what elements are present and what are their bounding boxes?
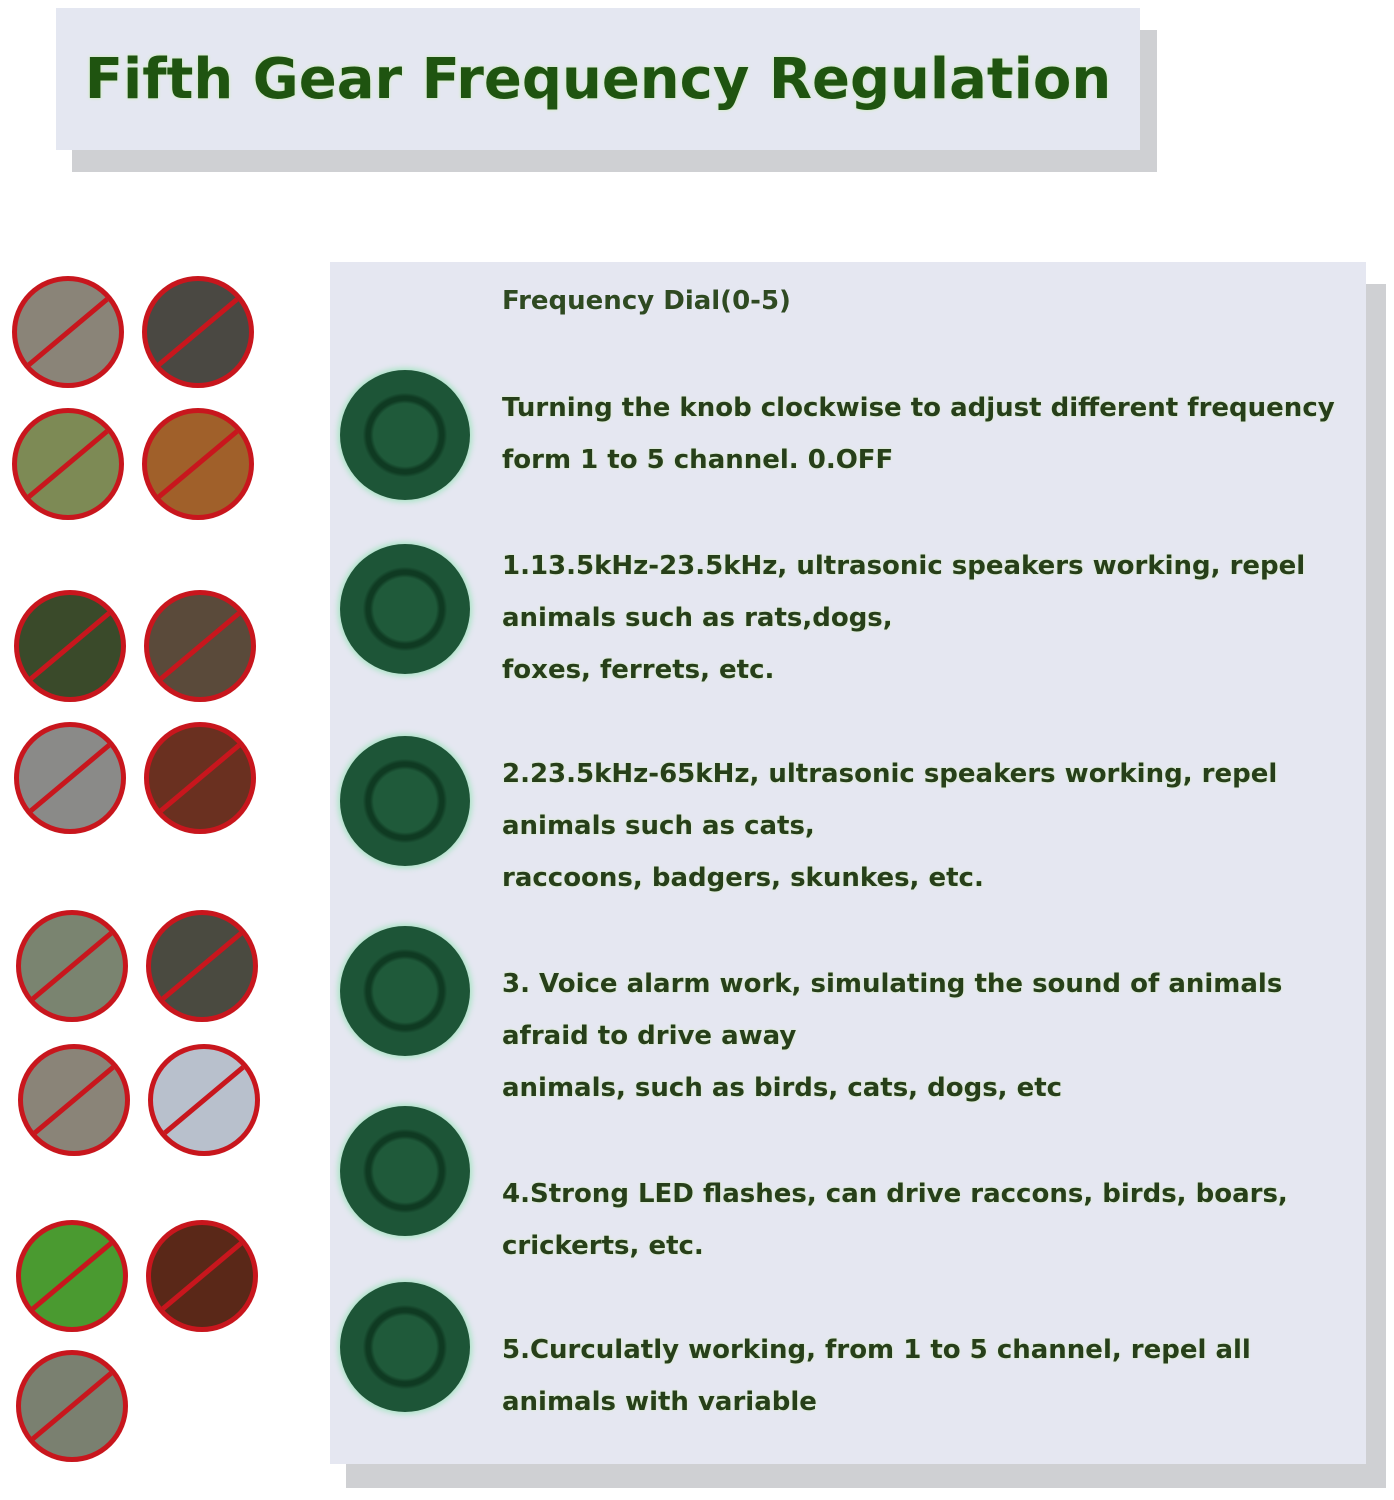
dial-item-text: 3. Voice alarm work, simulating the sound of animals afraid to drive away animals, such as birds, cats, dogs, etc bbox=[502, 969, 1283, 1103]
dial-item-text: Turning the knob clockwise to adjust different frequency form 1 to 5 channel. 0.OFF bbox=[502, 393, 1335, 475]
knob-icon bbox=[340, 926, 470, 1056]
dial-item-text: 1.13.5kHz-23.5kHz, ultrasonic speakers working, repel animals such as rats,dogs, foxes, ferrets, etc. bbox=[502, 551, 1306, 685]
no-snake-icon bbox=[16, 1220, 128, 1332]
dial-item-text: 2.23.5kHz-65kHz, ultrasonic speakers working, repel animals such as cats, raccoons, badgers, skunkes, etc. bbox=[502, 759, 1278, 893]
dial-item-text: 4.Strong LED flashes, can drive raccons, birds, boars, crickerts, etc. bbox=[502, 1179, 1288, 1261]
no-cat-icon bbox=[14, 722, 126, 834]
no-dog-icon bbox=[142, 276, 254, 388]
knob-icon bbox=[340, 736, 470, 866]
knob-icon bbox=[340, 370, 470, 500]
no-red-panda-icon bbox=[144, 722, 256, 834]
knob-icon bbox=[340, 1106, 470, 1236]
no-fox-icon bbox=[142, 408, 254, 520]
no-red-panda-icon bbox=[146, 1220, 258, 1332]
frequency-dial-panel bbox=[330, 262, 1366, 1464]
knob-icon bbox=[340, 1282, 470, 1412]
no-skunk-icon bbox=[14, 590, 126, 702]
title-banner bbox=[56, 8, 1140, 150]
no-bird-icon bbox=[16, 910, 128, 1022]
no-rat-icon bbox=[18, 1044, 130, 1156]
no-boar-icon bbox=[146, 910, 258, 1022]
page-title: Fifth Gear Frequency Regulation bbox=[84, 46, 1112, 112]
no-squirrel-icon bbox=[16, 1350, 128, 1462]
dial-item-text: 5.Curculatly working, from 1 to 5 channel, repel all animals with variable bbox=[502, 1335, 1251, 1417]
no-bat-icon bbox=[148, 1044, 260, 1156]
no-ferret-icon bbox=[144, 590, 256, 702]
dial-label: Frequency Dial(0-5) bbox=[502, 286, 791, 316]
knob-icon bbox=[340, 544, 470, 674]
no-rat-icon bbox=[12, 276, 124, 388]
no-rabbit-icon bbox=[12, 408, 124, 520]
